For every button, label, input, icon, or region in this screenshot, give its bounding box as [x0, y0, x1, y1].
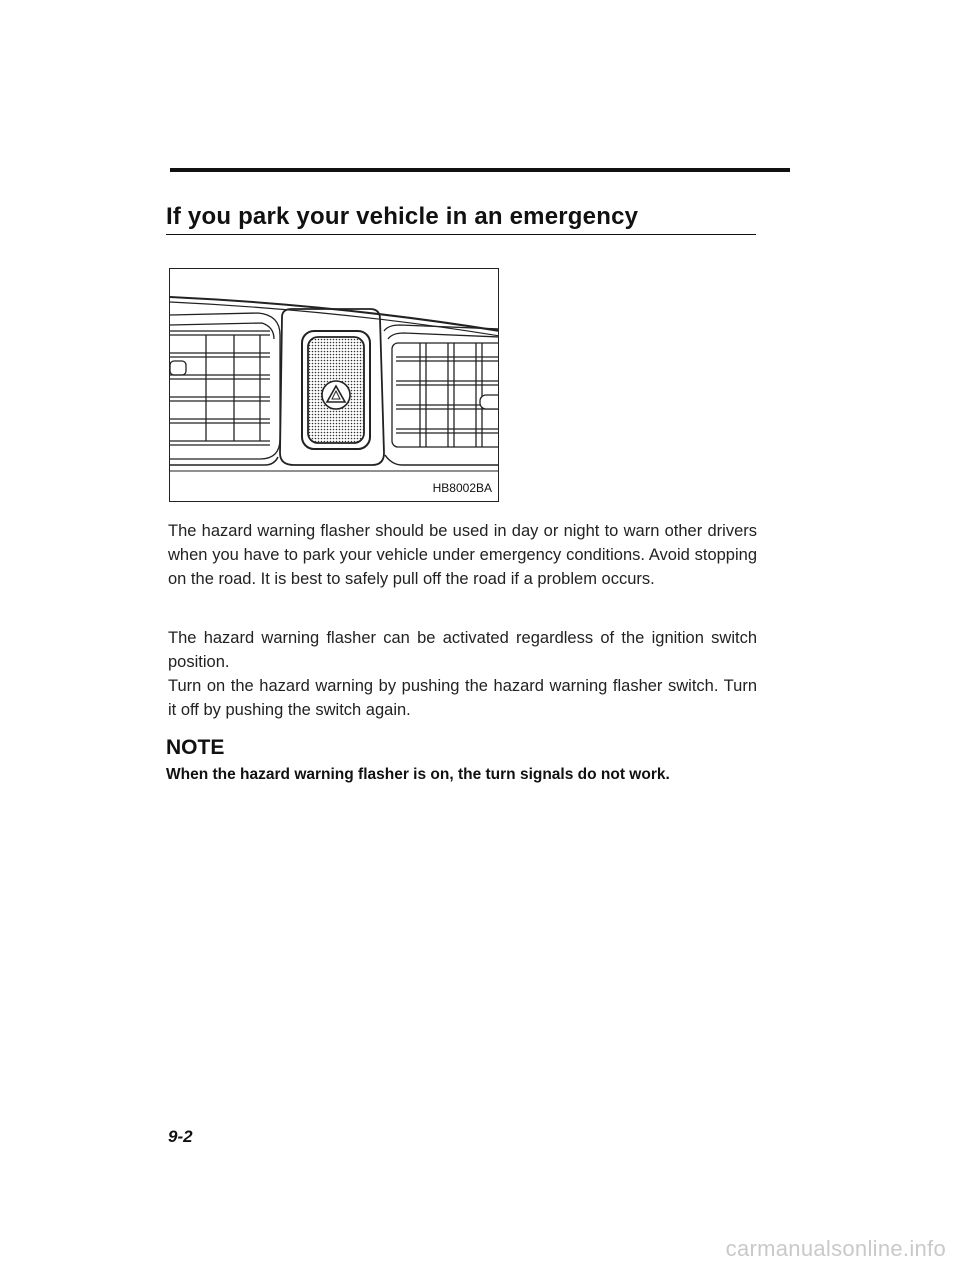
top-rule [170, 168, 790, 172]
paragraph-group-2 [168, 626, 757, 722]
title-underline [166, 234, 756, 235]
watermark: carmanualsonline.info [725, 1236, 946, 1261]
figure-code: HB8002BA [432, 481, 492, 495]
dashboard-line-drawing [170, 269, 499, 502]
paragraph-1: The hazard warning flasher should be used in day or night to warn other drivers when you have to park your vehicle under emergency conditions. Avoid stopping on the road. It is best to safely pull off the road if a problem occurs. [168, 522, 757, 588]
hazard-switch-illustration [169, 268, 499, 502]
note-heading: NOTE [166, 736, 225, 759]
page-number: 9-2 [168, 1127, 193, 1146]
paragraph-2: The hazard warning flasher can be activated regardless of the ignition switch position. [168, 629, 757, 671]
note-text: When the hazard warning flasher is on, the turn signals do not work. [166, 766, 670, 783]
section-title: If you park your vehicle in an emergency [166, 203, 639, 230]
left-air-vent [170, 313, 280, 459]
paragraph-3: Turn on the hazard warning by pushing the hazard warning flasher switch. Turn it off by pushing the switch again. [168, 677, 757, 719]
right-air-vent [384, 325, 499, 447]
